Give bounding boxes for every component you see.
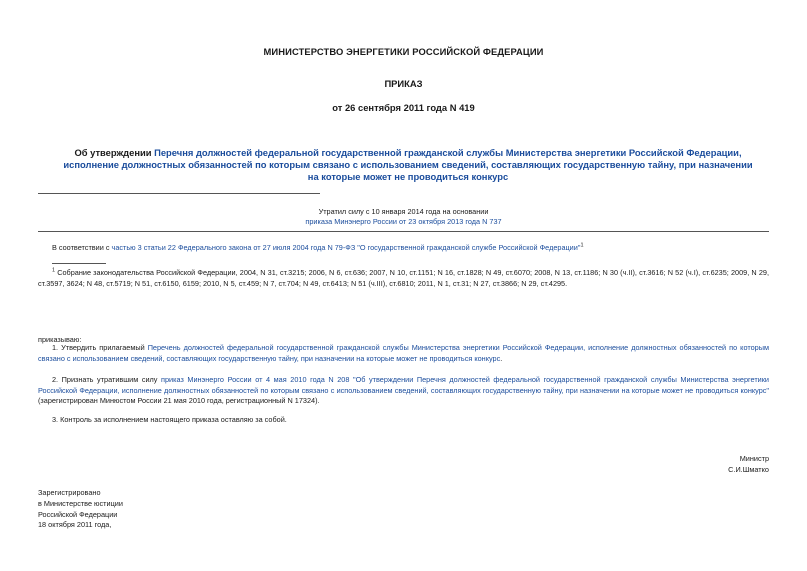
status-link[interactable]: приказа Минэнерго России от 23 октября 2013 года N 737	[305, 217, 502, 226]
preamble-prefix: В соответствии с	[52, 243, 112, 252]
order-item-3: 3. Контроль за исполнением настоящего приказа оставляю за собой.	[52, 415, 287, 424]
divider-full	[38, 231, 769, 232]
signature-position: Министр	[739, 454, 769, 463]
signature-block	[728, 454, 769, 475]
item2-link[interactable]: приказ Минэнерго России от 4 мая 2010 года N 208 "Об утверждении Перечня должностей федеральной государственной гражданской службы Министерства энергетики Российской Федерации, исполнение должностных обязанностей по которым связано с использованием сведений, составляющих государственную тайну, при назначении на которые может не проводиться конкурс"	[38, 375, 770, 395]
footnote-mark: 1	[52, 267, 56, 274]
ministry-heading: МИНИСТЕРСТВО ЭНЕРГЕТИКИ РОССИЙСКОЙ ФЕДЕРАЦИИ	[263, 46, 544, 57]
registration-line1: Зарегистрировано	[38, 488, 101, 497]
footnote-text	[38, 268, 769, 289]
title-link[interactable]: Перечня должностей федеральной государственной гражданской службы Министерства энергетики Российской Федерации, исполнение должностных обязанностей по которым связано с использованием сведений, составляющих государственную тайну, при назначении на которые может не проводиться конкурс	[63, 147, 753, 182]
date-number-heading: от 26 сентября 2011 года N 419	[332, 102, 475, 113]
preamble-link[interactable]: частью 3 статьи 22 Федерального закона от 27 июля 2004 года N 79-ФЗ "О государственной гражданской службе Российской Федерации"	[111, 243, 581, 252]
item2-suffix: (зарегистрирован Минюстом России 21 мая 2010 года, регистрационный N 17324).	[38, 396, 320, 405]
item1-suffix: .	[500, 353, 503, 363]
preamble-paragraph	[52, 243, 772, 254]
footnote-divider	[52, 263, 106, 264]
item1-prefix: 1. Утвердить прилагаемый	[52, 343, 148, 352]
status-note	[0, 207, 807, 227]
registration-line2: в Министерстве юстиции	[38, 498, 123, 508]
registration-line3: Российской Федерации	[38, 509, 118, 519]
preamble-footnote-mark[interactable]: 1	[580, 242, 584, 249]
registration-block	[38, 488, 123, 531]
title-prefix: Об утверждении	[74, 147, 155, 158]
divider-top	[38, 193, 320, 194]
item1-link[interactable]: Перечень должностей федеральной государственной гражданской службы Министерства энергетики Российской Федерации, исполнение должностных обязанностей по которым связано с использованием сведений, составляющих государственную тайну, при назначении на которые может не проводиться конкурс	[38, 343, 769, 363]
order-item-1	[38, 343, 769, 364]
registration-line4: 18 октября 2011 года,	[38, 520, 112, 530]
order-item-2	[38, 375, 769, 407]
document-title	[58, 147, 758, 183]
footnote-body: Собрание законодательства Российской Федерации, 2004, N 31, ст.3215; 2006, N 6, ст.636; 2007, N 10, ст.1151; N 16, ст.1828; N 49, ст.6070; 2008, N 13, ст.1186; N 30 (ч.II), ст.3616; N 52 (ч.I), ст.6235; 2009, N 29, ст.3597, 3624; N 48, ст.5719; N 51, ст.6150, 6159; 2010, N 5, ст.459; N 7, ст.704; N 49, ст.6413; N 51 (ч.III), ст.6810; 2011, N 1, ст.31; N 27, ст.3866; N 29, ст.4295.	[38, 268, 769, 288]
status-line1: Утратил силу с 10 января 2014 года на основании	[318, 207, 489, 216]
signature-name: С.И.Шматко	[728, 464, 769, 474]
doc-type-heading: ПРИКАЗ	[384, 78, 423, 89]
order-word: приказываю:	[38, 335, 82, 344]
item2-prefix: 2. Признать утратившим силу	[52, 375, 162, 384]
